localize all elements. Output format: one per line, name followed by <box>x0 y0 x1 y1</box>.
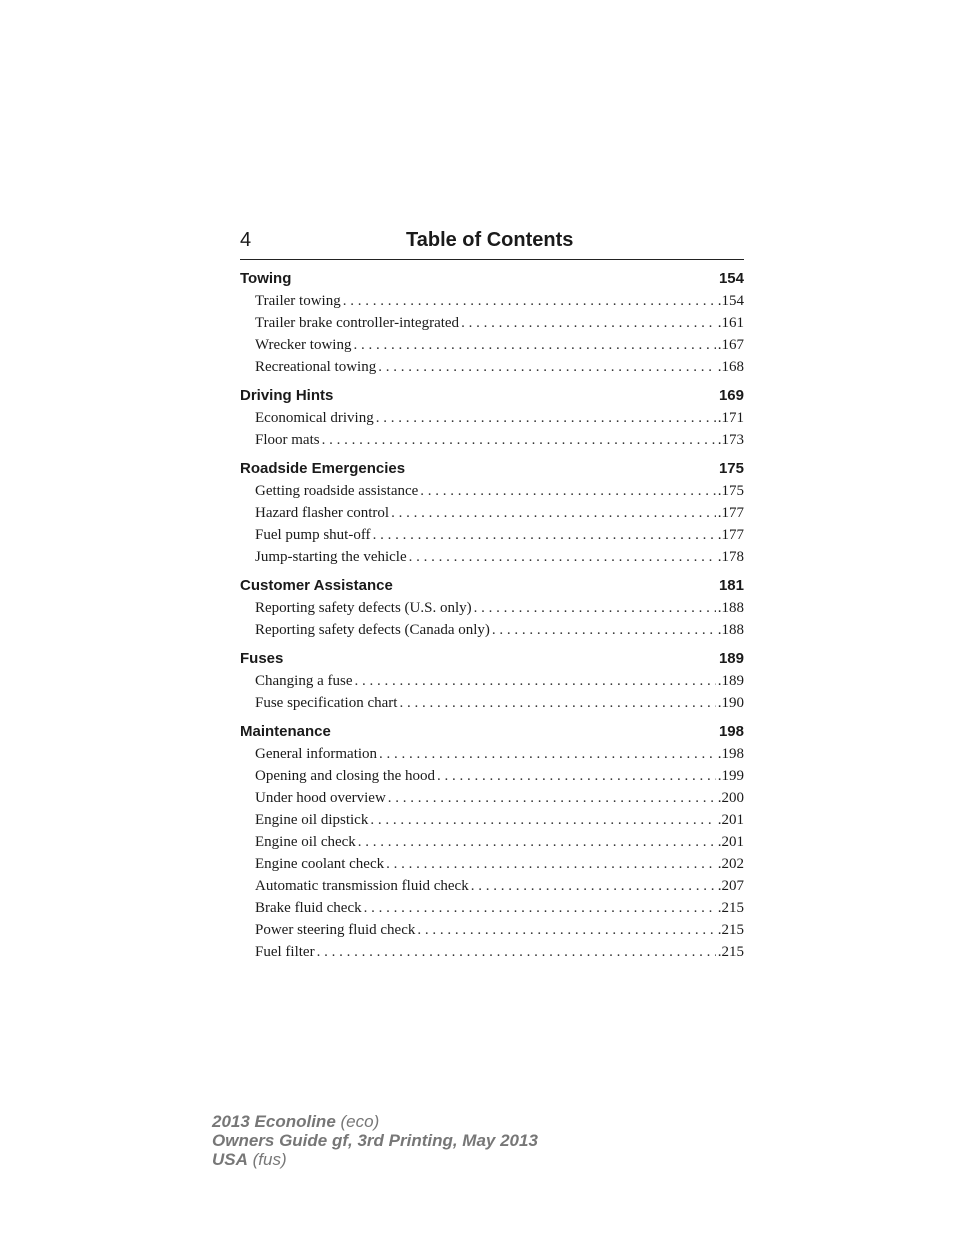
page-title: Table of Contents <box>406 229 574 251</box>
dot-leader <box>358 831 716 853</box>
dot-leader <box>354 670 715 692</box>
dot-leader <box>353 334 715 356</box>
toc-section-heading[interactable] <box>240 385 744 407</box>
entry-label: Getting roadside assistance <box>255 483 419 499</box>
dot-leader <box>370 809 715 831</box>
toc-section-heading[interactable] <box>240 575 744 597</box>
toc-entry[interactable] <box>240 875 744 897</box>
entry-label: Fuel filter <box>255 944 315 960</box>
entry-page: .202 <box>717 856 744 872</box>
section-page: 169 <box>718 387 744 404</box>
toc-entry[interactable] <box>240 407 744 429</box>
toc-section <box>240 648 744 714</box>
toc-entry[interactable] <box>240 809 744 831</box>
entry-page: .198 <box>717 746 744 762</box>
dot-leader <box>376 407 716 429</box>
footer <box>212 1112 538 1169</box>
toc-section-heading[interactable] <box>240 721 744 743</box>
entry-label: Economical driving <box>255 410 374 426</box>
footer-line-1: 2013 Econoline (eco) <box>212 1112 380 1131</box>
dot-leader <box>379 743 716 765</box>
entry-page: .154 <box>717 293 744 309</box>
toc-entry[interactable] <box>240 919 744 941</box>
entry-label: Reporting safety defects (U.S. only) <box>255 600 472 616</box>
entry-label: Power steering fluid check <box>255 922 416 938</box>
dot-leader <box>373 524 716 546</box>
page-header <box>240 229 744 260</box>
entry-label: Brake fluid check <box>255 900 362 916</box>
section-page: 175 <box>718 460 744 477</box>
dot-leader <box>364 897 716 919</box>
dot-leader <box>399 692 715 714</box>
dot-leader <box>474 597 716 619</box>
dot-leader <box>388 787 716 809</box>
toc-entry[interactable] <box>240 787 744 809</box>
page-number: 4 <box>240 229 252 251</box>
toc-entry[interactable] <box>240 619 744 641</box>
entry-page: .200 <box>717 790 744 806</box>
entry-page: .215 <box>717 922 744 938</box>
entry-page: .188 <box>717 622 744 638</box>
dot-leader <box>378 356 716 378</box>
entry-page: .201 <box>717 834 744 850</box>
section-page: 181 <box>718 577 744 594</box>
dot-leader <box>409 546 716 568</box>
dot-leader <box>343 290 716 312</box>
entry-label: Opening and closing the hood <box>255 768 435 784</box>
dot-leader <box>492 619 716 641</box>
section-title: Roadside Emergencies <box>240 460 406 477</box>
toc-entry[interactable] <box>240 334 744 356</box>
section-title: Customer Assistance <box>240 577 393 594</box>
entry-label: Jump-starting the vehicle <box>255 549 407 565</box>
toc-section-heading[interactable] <box>240 458 744 480</box>
entry-page: .190 <box>717 695 744 711</box>
section-page: 189 <box>718 650 744 667</box>
toc-section <box>240 575 744 641</box>
section-title: Fuses <box>240 650 284 667</box>
toc-entry[interactable] <box>240 429 744 451</box>
toc-entry[interactable] <box>240 831 744 853</box>
toc-section <box>240 385 744 451</box>
dot-leader <box>322 429 716 451</box>
dot-leader <box>391 502 716 524</box>
entry-page: .188 <box>717 600 744 616</box>
entry-page: .168 <box>717 359 744 375</box>
entry-page: .161 <box>717 315 744 331</box>
entry-label: Wrecker towing <box>255 337 352 353</box>
entry-page: .177 <box>717 527 744 543</box>
entry-page: .175 <box>717 483 744 499</box>
entry-label: Fuel pump shut-off <box>255 527 371 543</box>
entry-page: .173 <box>717 432 744 448</box>
entry-label: Engine oil dipstick <box>255 812 369 828</box>
entry-label: Recreational towing <box>255 359 377 375</box>
toc-entry[interactable] <box>240 546 744 568</box>
toc-section-heading[interactable] <box>240 268 744 290</box>
toc-entry[interactable] <box>240 897 744 919</box>
toc-entry[interactable] <box>240 312 744 334</box>
dot-leader <box>417 919 715 941</box>
entry-label: Fuse specification chart <box>255 695 398 711</box>
entry-page: .215 <box>717 900 744 916</box>
section-title: Maintenance <box>240 723 331 740</box>
entry-page: .199 <box>717 768 744 784</box>
toc-entry[interactable] <box>240 356 744 378</box>
toc-section <box>240 268 744 378</box>
toc-entry[interactable] <box>240 692 744 714</box>
dot-leader <box>386 853 716 875</box>
toc-entry[interactable] <box>240 480 744 502</box>
entry-page: .171 <box>717 410 744 426</box>
toc-page <box>240 229 744 963</box>
section-page: 154 <box>718 270 744 287</box>
entry-label: General information <box>255 746 378 762</box>
toc-entry[interactable] <box>240 743 744 765</box>
section-title: Towing <box>240 270 292 287</box>
toc-section-heading[interactable] <box>240 648 744 670</box>
section-page: 198 <box>718 723 744 740</box>
entry-label: Automatic transmission fluid check <box>255 878 469 894</box>
toc-entry[interactable] <box>240 524 744 546</box>
entry-page: .167 <box>717 337 744 353</box>
toc-entry[interactable] <box>240 597 744 619</box>
dot-leader <box>471 875 716 897</box>
dot-leader <box>420 480 715 502</box>
toc-entry[interactable] <box>240 853 744 875</box>
toc-entry[interactable] <box>240 290 744 312</box>
entry-label: Floor mats <box>255 432 320 448</box>
toc-entry[interactable] <box>240 502 744 524</box>
entry-page: .201 <box>717 812 744 828</box>
entry-page: .215 <box>717 944 744 960</box>
dot-leader <box>461 312 716 334</box>
entry-page: .189 <box>717 673 744 689</box>
toc-section <box>240 721 744 963</box>
footer-line-2: Owners Guide gf, 3rd Printing, May 2013 <box>212 1131 538 1150</box>
dot-leader <box>317 941 716 963</box>
entry-label: Engine oil check <box>255 834 356 850</box>
dot-leader <box>437 765 716 787</box>
toc-entry[interactable] <box>240 941 744 963</box>
footer-line-3: USA (fus) <box>212 1150 287 1169</box>
entry-label: Hazard flasher control <box>255 505 390 521</box>
entry-label: Under hood overview <box>255 790 386 806</box>
entry-label: Reporting safety defects (Canada only) <box>255 622 490 638</box>
entry-page: .177 <box>717 505 744 521</box>
entry-page: .178 <box>717 549 744 565</box>
entry-label: Trailer brake controller-integrated <box>255 315 460 331</box>
entry-label: Engine coolant check <box>255 856 385 872</box>
toc-list <box>240 268 744 963</box>
section-title: Driving Hints <box>240 387 334 404</box>
entry-label: Trailer towing <box>255 293 341 309</box>
toc-entry[interactable] <box>240 670 744 692</box>
entry-page: .207 <box>717 878 744 894</box>
entry-label: Changing a fuse <box>255 673 353 689</box>
toc-entry[interactable] <box>240 765 744 787</box>
toc-section <box>240 458 744 568</box>
